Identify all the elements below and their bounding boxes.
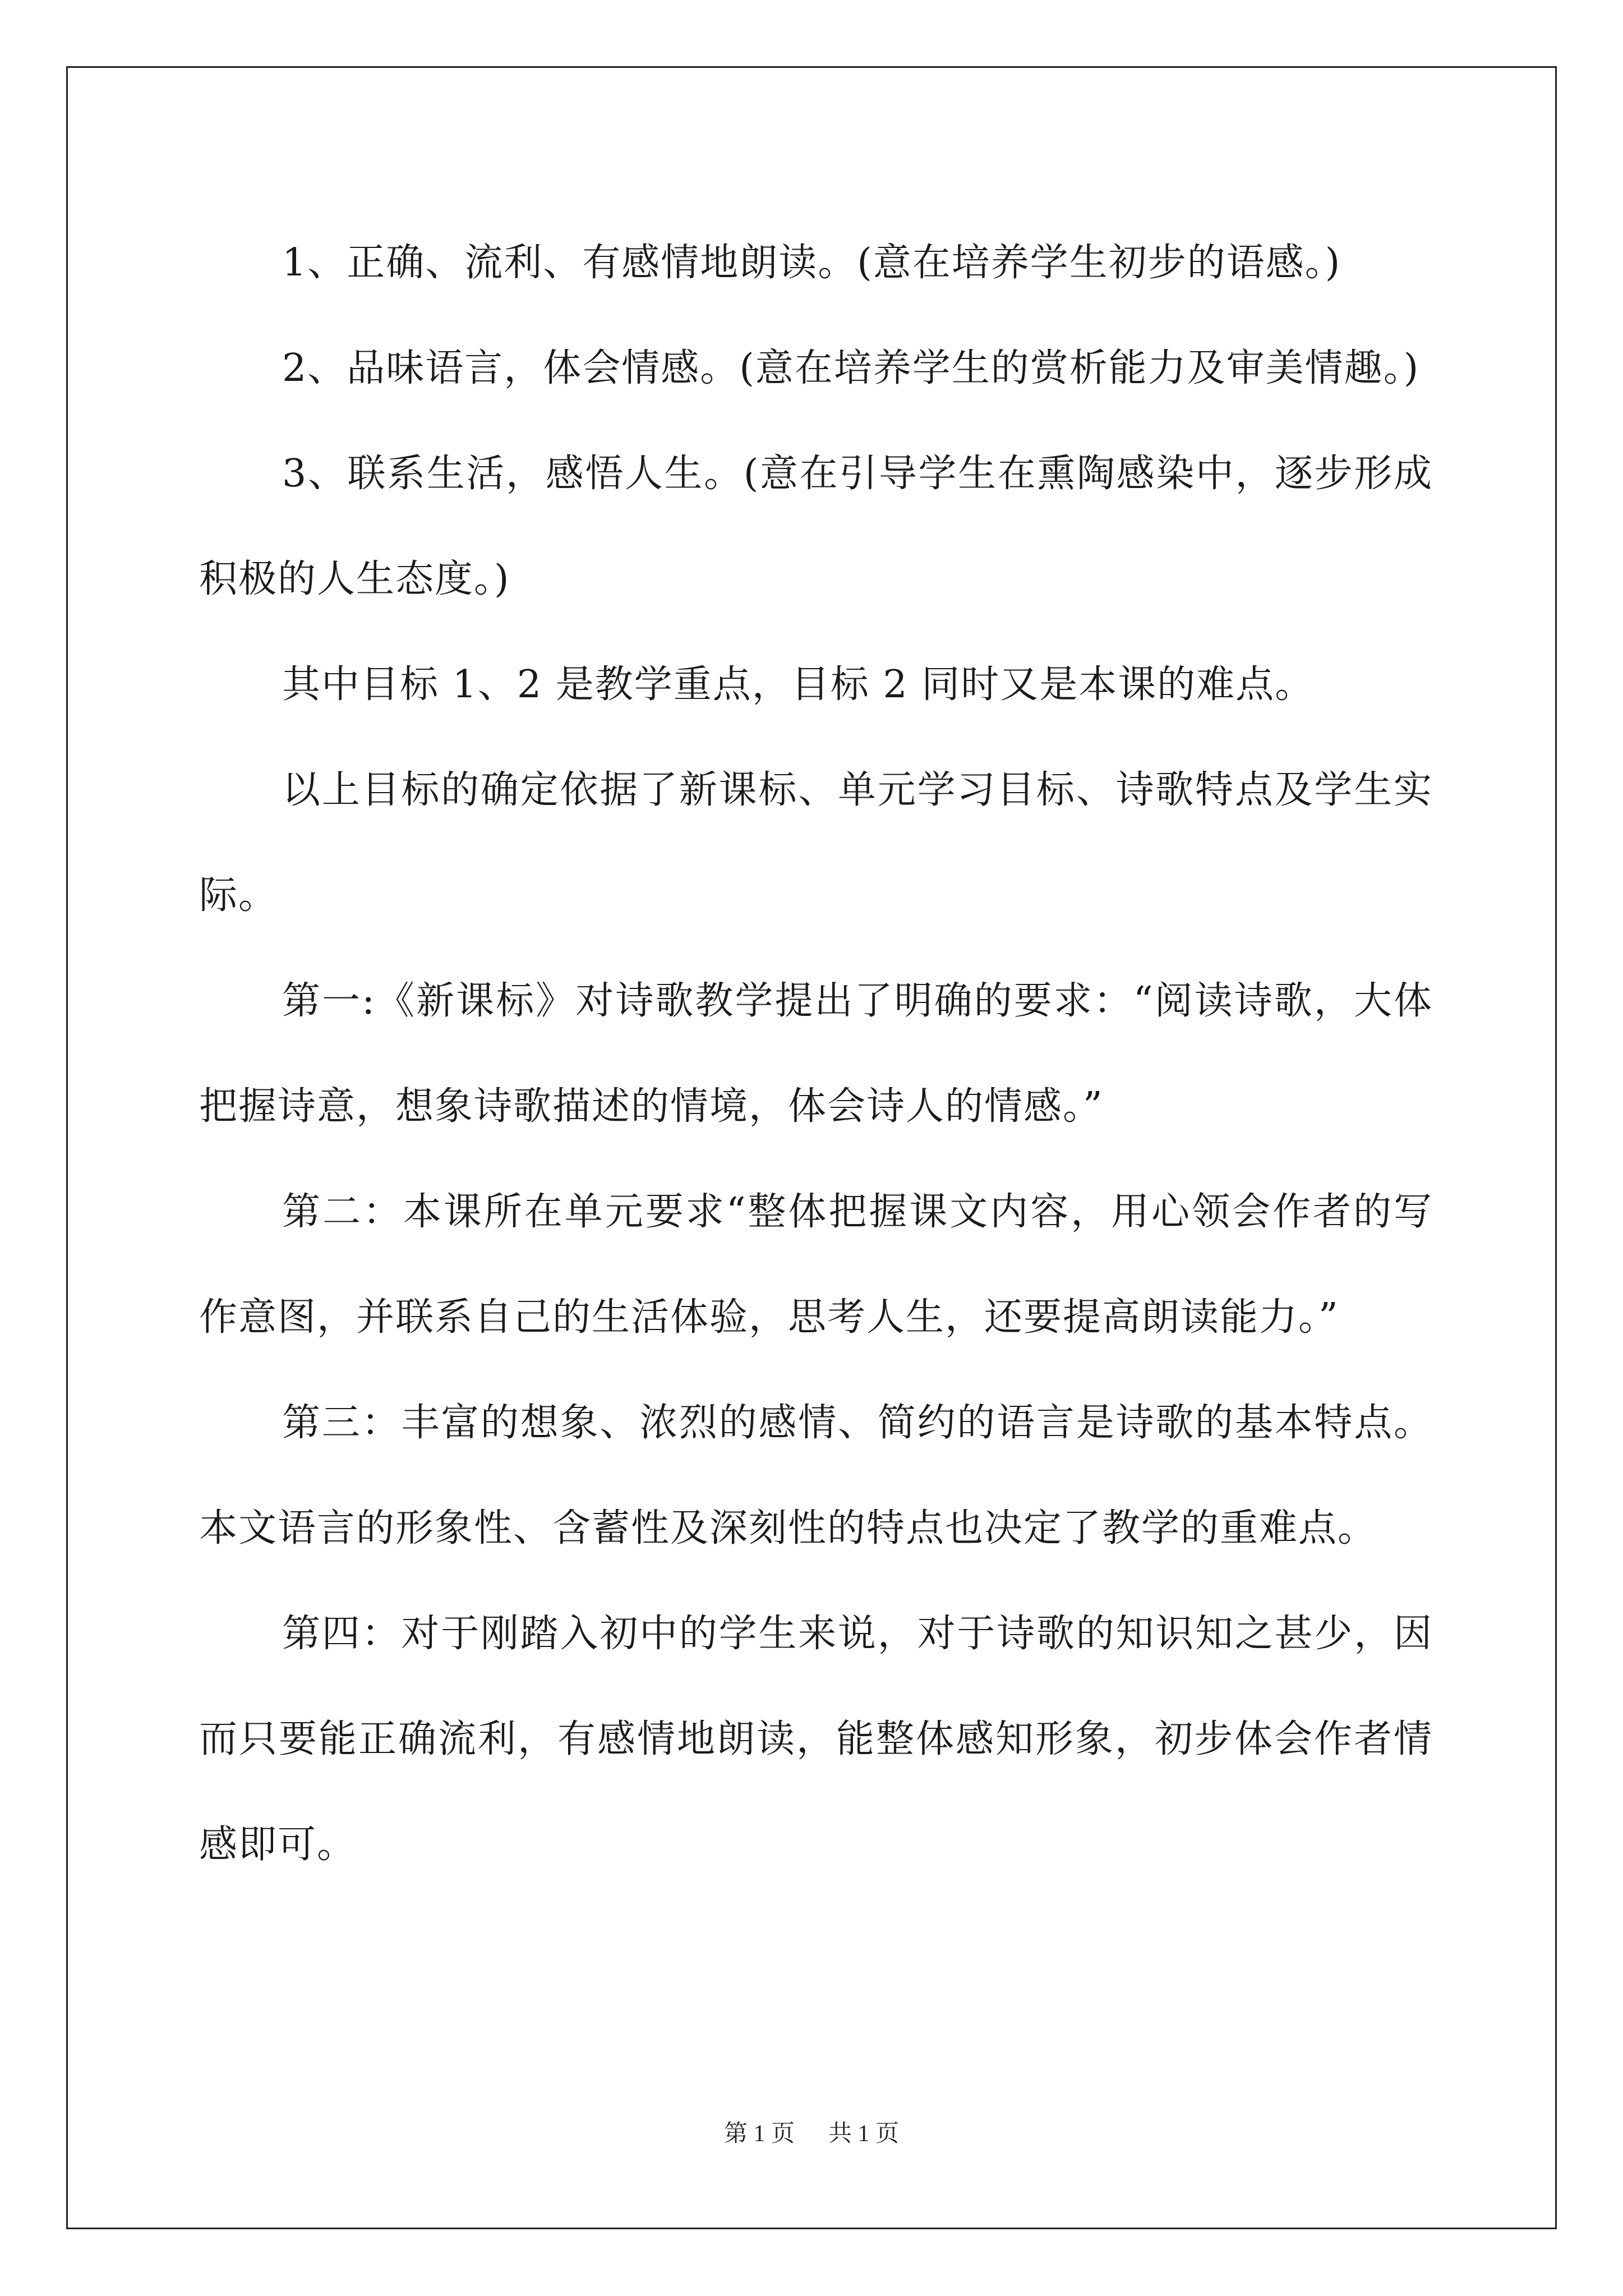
paragraph-third: 第三：丰富的想象、浓烈的感情、简约的语言是诗歌的基本特点。本文语言的形象性、含蓄性及深刻性的特点也决定了教学的重难点。 — [199, 1401, 1433, 1550]
paragraph-basis: 以上目标的确定依据了新课标、单元学习目标、诗歌特点及学生实际。 — [199, 768, 1433, 918]
page-total: 共 1 页 — [828, 2121, 900, 2147]
paragraph-second: 第二：本课所在单元要求“整体把握课文内容，用心领会作者的写作意图，并联系自己的生活体验，思考人生，还要提高朗读能力。” — [199, 1190, 1433, 1340]
paragraph-goal-2: 2、品味语言，体会情感。(意在培养学生的赏析能力及审美情趣。) — [282, 346, 1420, 390]
document-body — [199, 210, 1433, 1898]
page-footer — [0, 2115, 1623, 2148]
paragraph-first: 第一:《新课标》对诗歌教学提出了明确的要求：“阅读诗歌，大体把握诗意，想象诗歌描述的情境，体会诗人的情感。” — [199, 979, 1433, 1129]
paragraph-key-points: 其中目标 1、2 是教学重点，目标 2 同时又是本课的难点。 — [282, 662, 1315, 707]
page-number: 第 1 页 — [723, 2121, 795, 2147]
paragraph-goal-3: 3、联系生活，感悟人生。(意在引导学生在熏陶感染中，逐步形成积极的人生态度。) — [199, 452, 1433, 601]
paragraph-goal-1: 1、正确、流利、有感情地朗读。(意在培养学生初步的语感。) — [282, 241, 1341, 285]
paragraph-fourth: 第四：对于刚踏入初中的学生来说，对于诗歌的知识知之甚少，因而只要能正确流利，有感情地朗读，能整体感知形象，初步体会作者情感即可。 — [199, 1612, 1433, 1867]
